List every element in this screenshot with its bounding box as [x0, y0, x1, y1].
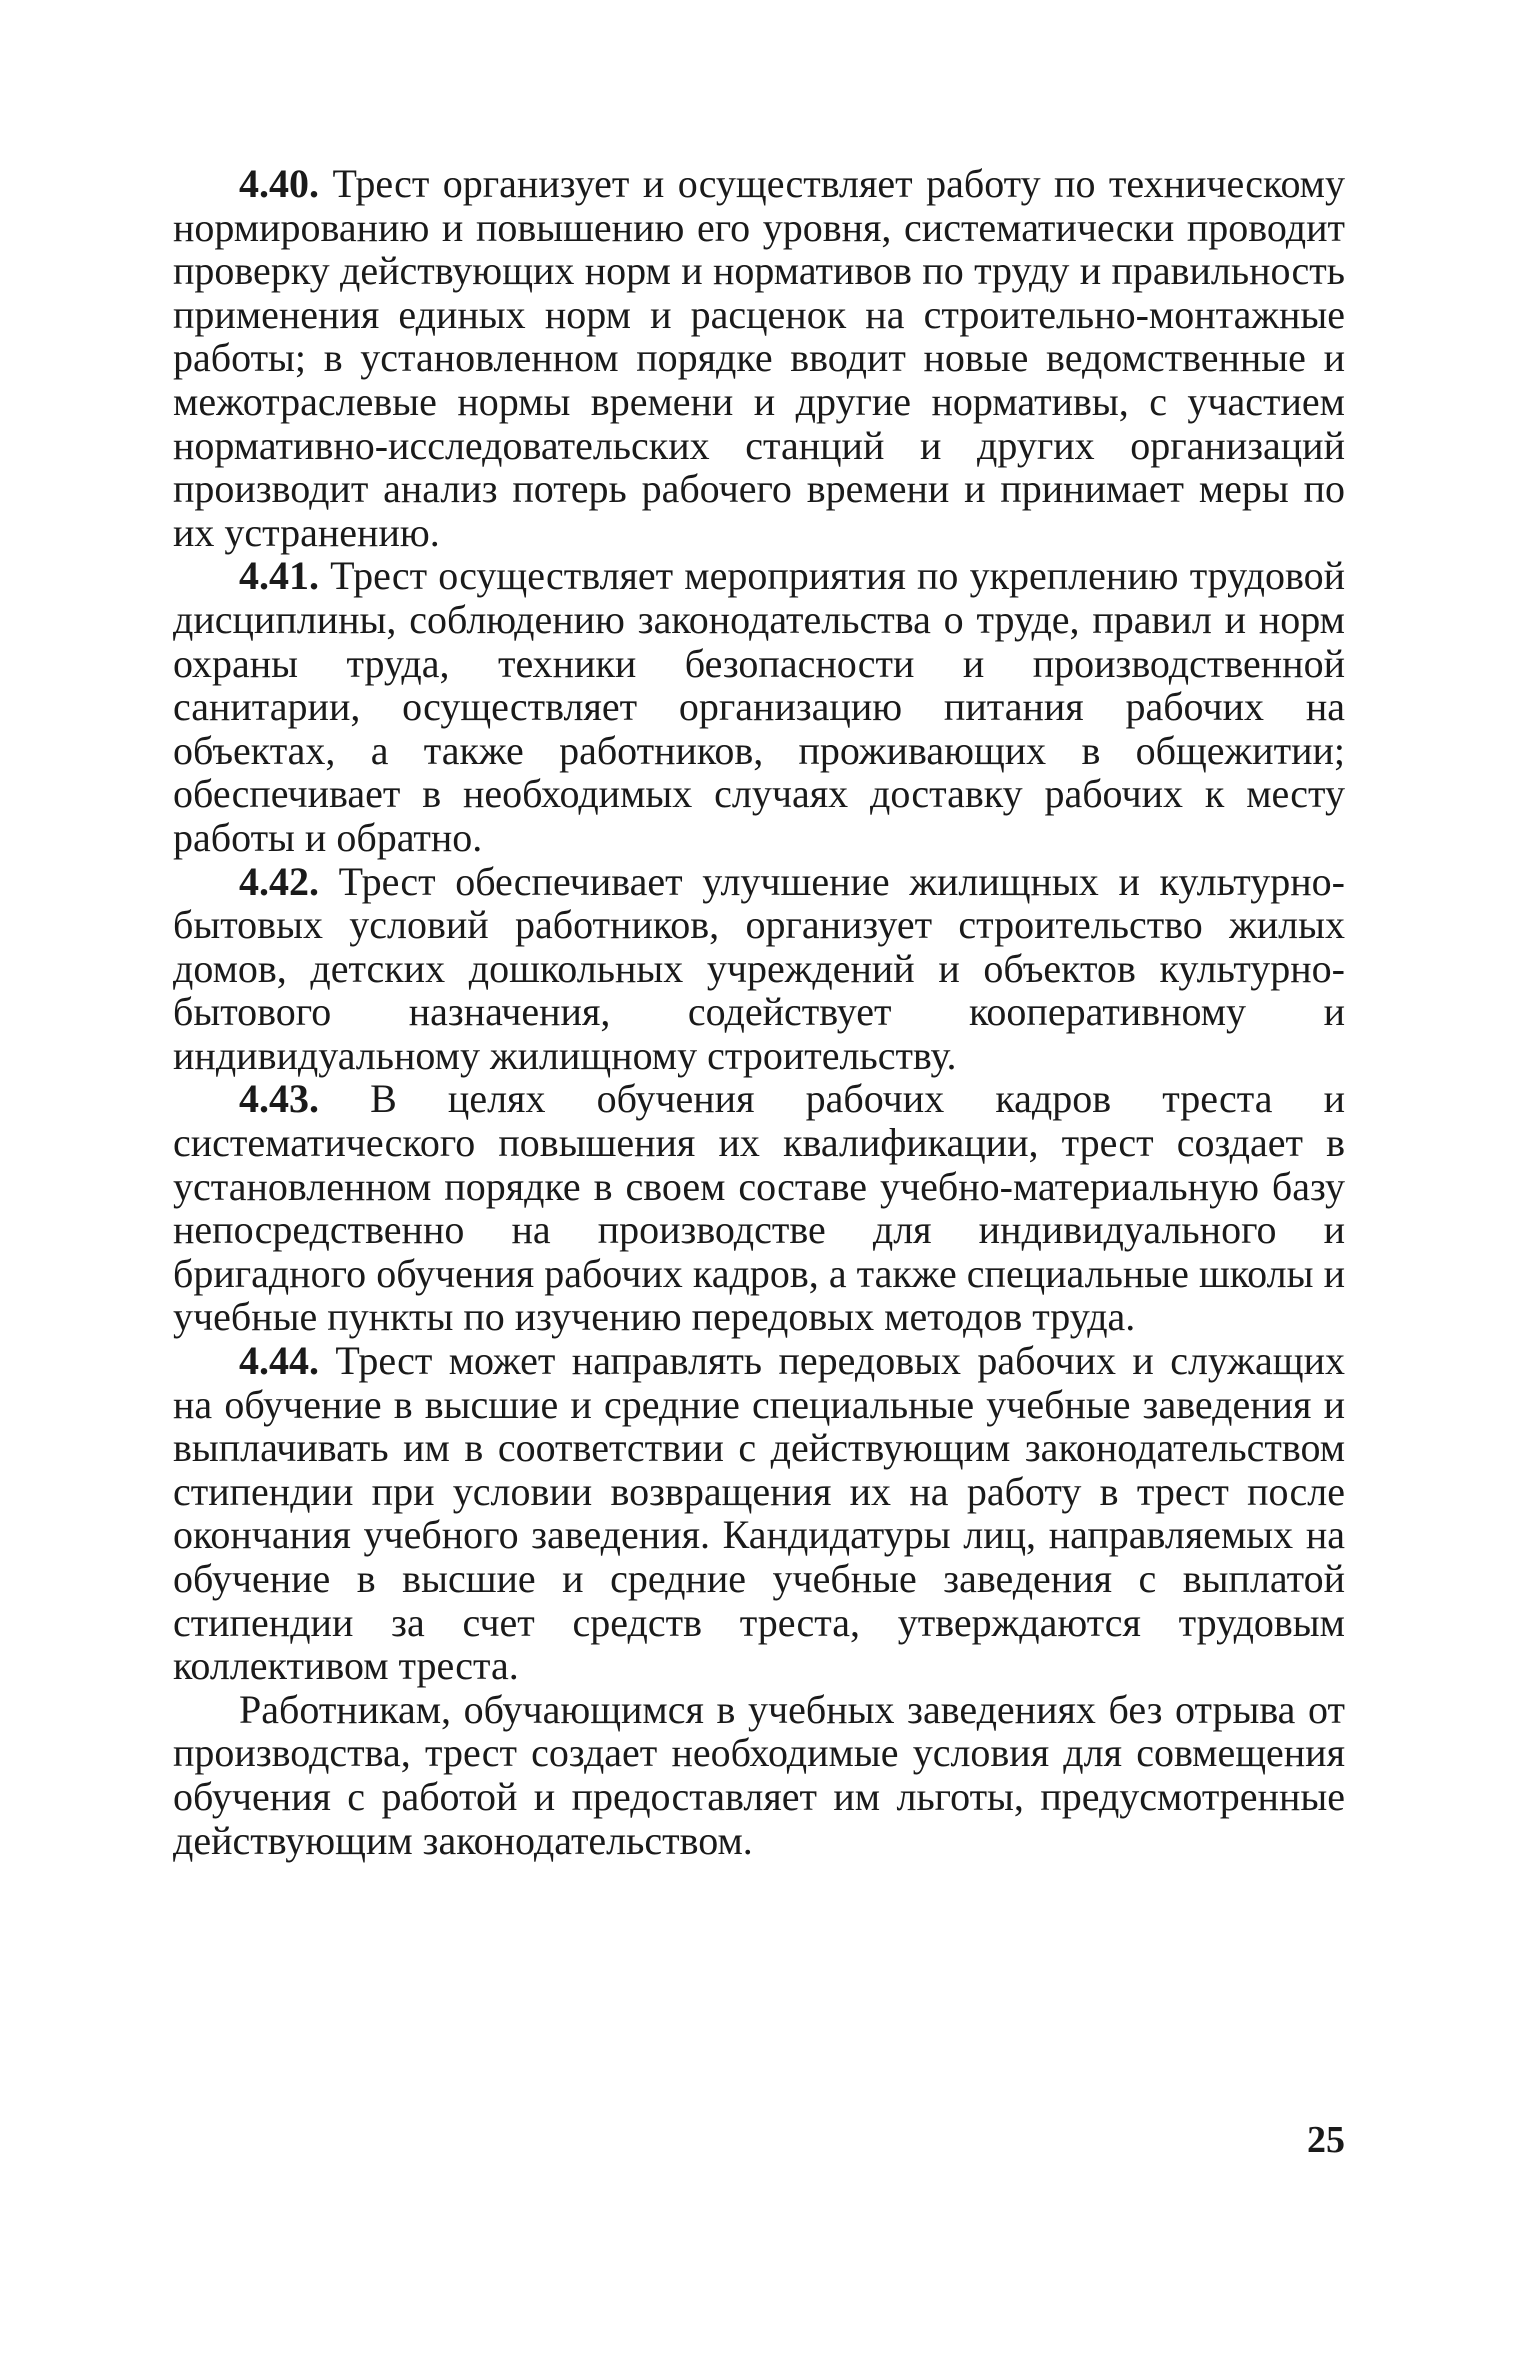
body-text: [173, 162, 1345, 1862]
section-number: 4.44.: [239, 1338, 319, 1384]
paragraph-text: Трест может направлять передовых рабочих и служащих на обучение в высшие и средние специальные учебные заведения и выплачивать им в соответствии с действующим законодательством стипендии при условии возвращения их на работу в трест после окончания учебного заведения. Кандидатуры лиц, направляемых на обучение в высшие и средние учебные заведения с выплатой стипендии за счет средств треста, утверждаются трудовым коллективом треста.: [173, 1338, 1346, 1689]
section-number: 4.40.: [239, 161, 319, 206]
paragraph-text: Трест осуществляет мероприятия по укреплению трудовой дисциплины, соблюдению законодательства о труде, правил и норм охраны труда, техники безопасности и производственной санитарии, осуществляет организацию питания рабочих на объектах, а также работников, проживающих в общежитии; обеспечивает в необходимых случаях доставку рабочих к месту работы и обратно.: [173, 553, 1346, 860]
paragraph-4-43: [173, 1077, 1345, 1339]
section-number: 4.42.: [239, 858, 319, 904]
paragraph-text: Трест обеспечивает улучшение жилищных и культурно-бытовых условий работников, организует строительство жилых домов, детских дошкольных учреждений и объектов культурно-бытового назначения, содействует кооперативному и индивидуальному жилищному строительству.: [173, 858, 1345, 1078]
page-number: 25: [1307, 2119, 1345, 2161]
section-number: 4.43.: [239, 1076, 319, 1122]
paragraph-4-44: [173, 1339, 1345, 1688]
section-number: 4.41.: [239, 553, 319, 599]
paragraph-4-42: [173, 860, 1345, 1078]
paragraph-text: Трест организует и осуществляет работу по техническому нормированию и повышению его уровня, систематически проводит проверку действующих норм и нормативов по труду и правильность применения единых норм и расценок на строительно-монтажные работы; в установленном порядке вводит новые ведомственные и межотраслевые нормы времени и другие нормативы, с участием нормативно-исследовательских станций и других организаций производит анализ потерь рабочего времени и принимает меры по их устранению.: [173, 161, 1345, 555]
paragraph-text: В целях обучения рабочих кадров треста и систематического повышения их квалификации, трест создает в установленном порядке в своем составе учебно-материальную базу непосредственно на производстве для индивидуального и бригадного обучения рабочих кадров, а также специальные школы и учебные пункты по изучению передовых методов труда.: [173, 1076, 1345, 1340]
paragraph-4-40: [173, 162, 1345, 554]
closing-paragraph: Работникам, обучающимся в учебных заведениях без отрыва от производства, трест создает необходимые условия для совмещения обучения с работой и предоставляет им льготы, предусмотренные действующим законодательством.: [173, 1686, 1345, 1863]
paragraph-4-41: [173, 554, 1345, 859]
